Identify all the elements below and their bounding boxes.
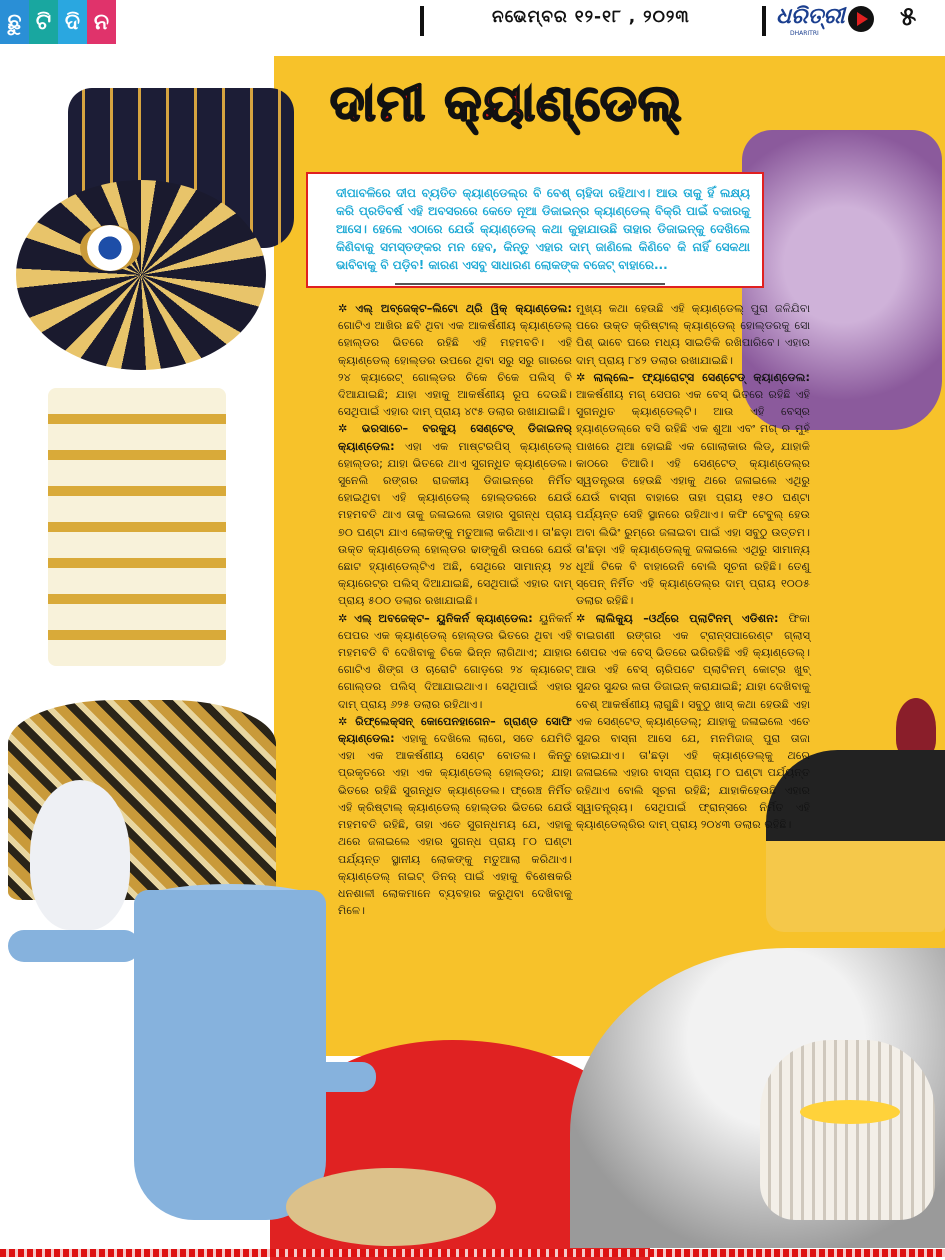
blue-spout-image — [318, 1062, 376, 1092]
intro-text: ଦୀପାବଳିରେ ଦୀପ ବ୍ୟତିତ କ୍ୟାଣ୍ଡେଲ୍‌ର ବି ବେଶ୍ ଚାହିଦା ରହିଥାଏ। ଆଉ ତାକୁ ହିଁ ଲକ୍ଷ୍ୟ କରି ପ୍ରତିବର୍ଷ ଏହି ଅବସରରେ କେତେ ନୂଆ ଡିଜାଇନ୍‌ର କ୍ୟାଣ୍ଡେଲ୍ ବିକ୍ରି ପାଇଁ ବଜାରକୁ ଆସେ। ହେଲେ ଏଠାରେ ଯେଉଁ କ୍ୟାଣ୍ଡେଲ୍ କଥା କୁହାଯାଉଛି ତାହାର ଡିଜାଇନ୍‌କୁ ଦେଖିଲେ କିଣିବାକୁ ସମସ୍ତଙ୍କର ମନ ହେବ, କିନ୍ତୁ ଏହାର ଦାମ୍ ଜାଣିଲେ କିଣିବେ କି ନାହିଁ ସେକଥା ଭାବିବାକୁ ବି ପଡ଼ିବ! କାରଣ ଏସବୁ ସାଧାରଣ ଲୋକଙ୍କ ବଜେଟ୍ ବାହାରେ... — [336, 186, 750, 272]
paragraph-body: ଗୋଟିଏ ଆଖିର ଛବି ଥିବା ଏକ ଆକର୍ଷଣୀୟ କ୍ୟାଣ୍ଡେଲ୍ ହୋଲ୍ଡର ଭିତରେ ରହିଛି ଏହି ମହମବତି। ଏହି କ୍ୟାଣ୍ଡେଲ୍ ହୋଲ୍ଡର ଉପରେ ଥିବା ସରୁ ସରୁ ଗାରରେ ୨୪ କ୍ୟାରେଟ୍ ଗୋଲ୍ଡର ଚିକେ ଚିକେ ପଲିସ୍ ବି ଦିଆଯାଇଛି; ଯାହା ଏହାକୁ ଆକର୍ଷଣୀୟ ରୂପ ଦେଉଛି। ସେଥିପାଇଁ ଏହାର ଦାମ୍ ପ୍ରାୟ ୪୯୫ ଡଲାର ରଖାଯାଇଛି। — [338, 319, 572, 419]
article-paragraph — [338, 300, 572, 420]
paragraph-body: ଏହା ଏକ ମାଷ୍ଟରପିସ୍ କ୍ୟାଣ୍ଡେଲ୍ ହୋଲ୍ଡର; ଯାହା ଭିତରେ ଥାଏ ସୁଗନ୍ଧିତ କ୍ୟାଣ୍ଡେଲ। ସୁନେଲି ରଙ୍ଗର ରାଜକୀୟ ଡିଜାଇନ୍‌ରେ ନିର୍ମିତ ହୋଇଥିବା ଏହି କ୍ୟାଣ୍ଡେଲ୍ ହୋଲ୍ଡରରେ ଯେଉଁ ମହମବତି ଥାଏ ତାକୁ ଜଳାଇଲେ ତାହାର ସୁଗନ୍ଧ ପ୍ରାୟ ୭୦ ଘଣ୍ଟା ଯାଏ ଲୋକଙ୍କୁ ମତୁଆଲା କରିଥାଏ। ତା'ଛଡ଼ା ଉକ୍ତ କ୍ୟାଣ୍ଡେଲ୍ ହୋଲ୍ଡର ଢାଙ୍କୁଣି ଉପରେ ଯେଉଁ ଛୋଟ ହ୍ୟାଣ୍ଡେଲ୍‌ଟିଏ ଅଛି, ସେଥିରେ ସାମାନ୍ୟ ୨୪ କ୍ୟାରେଟ୍‌ର ପଲିସ୍ ଦିଆଯାଇଛି, ସେଥିପାଇଁ ଏହାର ଦାମ୍ ପ୍ରାୟ ୫୦୦ ଡଲାର ରଖାଯାଇଛି। — [338, 439, 572, 608]
paragraph-heading: ✲ ରିଫ୍ଲେକ୍ସନ୍ କୋପେନହାଗେନ– ଗ୍ରାଣ୍ଡ ସୋଫି କ୍ୟାଣ୍ଡେଲ: — [338, 714, 572, 746]
paragraph-body: ମୁଖ୍ୟ କଥା ହେଉଛି ଏହି କ୍ୟାଣ୍ଡେଲ୍ ପୁରା ଜଳିଯିବା ପରେ ଉକ୍ତ କ୍ରିଷ୍ଟାଲ୍ କ୍ୟାଣ୍ଡେଲ୍ ହୋଲ୍ଡରକୁ ସୋ ପିଶ୍ ଭାବେ ଘରେ ମଧ୍ୟ ସାଇତିକି ରଖିପାରିବେ। ଏହାର ଦାମ୍ ପ୍ରାୟ ୮୪୨ ଡଲାର ରଖାଯାଇଛି। — [576, 302, 810, 367]
coral-candle-image — [760, 1040, 935, 1220]
versace-candle-image — [48, 388, 226, 666]
intro-box — [306, 172, 764, 288]
header-divider — [762, 6, 766, 36]
page-number: ୫ — [900, 2, 917, 32]
newspaper-logo: ଧରିତ୍ରୀ — [776, 4, 845, 29]
intro-divider — [395, 283, 665, 285]
section-title-letter: ନ — [87, 0, 116, 44]
article-column-2 — [576, 300, 810, 833]
article-column-1 — [338, 300, 572, 919]
issue-date: ନଭେମ୍ବର ୧୨-୧୮ , ୨୦୨୩ — [492, 7, 690, 27]
section-title-letter: ଦି — [58, 0, 87, 44]
newspaper-logo-sub: DHARITRI — [790, 30, 819, 37]
article-paragraph — [338, 610, 572, 713]
masthead — [0, 0, 945, 52]
paragraph-heading: ✲ ଏଲ୍ ଅବ୍‌ଜେକ୍ଟ–ଲିଟୋ ଥ୍ରି ୱିକ୍ କ୍ୟାଣ୍ଡେଲ: — [338, 302, 572, 315]
section-title — [0, 0, 116, 44]
paragraph-body: ୟୁନିକର୍ନ ପେପର ଏକ କ୍ୟାଣ୍ଡେଲ୍ ହୋଲ୍ଡର ଭିତରେ ଥିବା ଏହି ମହମବତି ବି ଦେଖିବାକୁ ଚିକେ ଭିନ୍ନ ଲାଗିଥାଏ; ଯାହାର ଗୋଟିଏ ଶିଙ୍ଗ ଓ ଚାରୋଟି ଗୋଡ଼ରେ ୨୪ କ୍ୟାରେଟ୍ ଗୋଲ୍ଡର ପଲିସ୍ ଦିଆଯାଇଥାଏ। ସେଥିପାଇଁ ଏହାର ଦାମ୍ ପ୍ରାୟ ୬୨୫ ଡଲାର ରହିଥାଏ। — [338, 611, 573, 711]
paragraph-heading: ✲ ଲାଲିକ୍ୟୁ –ଓର୍ଥ୍ରେ ପ୍ଲାଟିନମ୍ ଏଡିଶନ: — [576, 611, 779, 625]
wooden-lid-image — [286, 1168, 496, 1246]
blue-mug-candle-image — [134, 890, 326, 1220]
paragraph-body: ଫିକା ବାଇଗଣୀ ରଙ୍ଗର ଏକ ଟ୍ରାନ୍ସପାରେଣ୍ଟ ଗ୍ଲାସ୍ ଶେପର ଏକ ବେସ୍ ଭିତରେ ଭରିରହିଛି ଏହି କ୍ୟାଣ୍ଡେଲ୍। ଆଉ ଏହି ବେସ୍ ଚାରିପଟେ ପ୍ଲାଟିନମ୍ କୋଟ୍‌ର ଖୁବ୍ ସୁନ୍ଦର ସୁନ୍ଦର ଲତା ଡିଜାଇନ୍ କରାଯାଇଛି; ଯାହା ଦେଖିବାକୁ ବେଶ୍ ଆକର୍ଷଣୀୟ ଲାଗୁଛି। ସବୁଠୁ ଖାସ୍ କଥା ହେଉଛି ଏହା ଏକ ସେଣ୍ଟେଡ୍ କ୍ୟାଣ୍ଡେଲ୍; ଯାହାକୁ ଜଳାଇଲେ ଏତେ ସୁନ୍ଦର ବାସ୍ନା ଆସେ ଯେ, ମନମିଜାଜ୍ ପୁରା ତାଜା ହୋଇଯାଏ। ତା'ଛଡ଼ା ଏହି କ୍ୟାଣ୍ଡେଲ୍‌କୁ ଥରେ ଜଳାଇଲେ ଏହାର ବାସ୍ନା ପ୍ରାୟ ୮୦ ଘଣ୍ଟା ପର୍ଯ୍ୟନ୍ତ ରହିଥାଏ ବୋଲି ସୂଚନା ରହିଛି; ଯାହାକିହେଉଛି ଏହାର ସ୍ୱାତନ୍ତ୍ର୍ୟ। ସେଥିପାଇଁ ଫ୍ରାନ୍ସରେ ନିର୍ମିତ ଏହି କ୍ୟାଣ୍ଡେଲ୍‌ରିର ଦାମ୍ ପ୍ରାୟ ୨୦୪୩ ଡଲାର ରହିଛି। — [576, 611, 810, 832]
article-paragraph — [338, 420, 572, 609]
paragraph-heading: ✲ ଏଲ୍ ଅବଜେକ୍ଟ– ୟୁନିକର୍ନ କ୍ୟାଣ୍ଡେଲ: — [338, 611, 533, 625]
article-paragraph — [338, 713, 572, 919]
article-paragraph — [576, 300, 810, 369]
parrot-figurine-image — [30, 780, 130, 930]
paragraph-body: ଏହାକୁ ଦେଖିଲେ ଲାଗେ, ସତେ ଯେମିତି ଏହା ଏକ ଆକର୍ଷଣୀୟ ସେଣ୍ଟ ବୋତଲ। କିନ୍ତୁ ପ୍ରକୃତରେ ଏହା ଏକ କ୍ୟାଣ୍ଡେଲ୍ ହୋଲ୍ଡର; ଯାହା ଭିତରେ ରହିଛି ସୁଗନ୍ଧିତ କ୍ୟାଣ୍ଡେଲ। ଫ୍ରେଞ୍ଚ ନିର୍ମିତ ଏହି କ୍ରିଷ୍ଟାଲ୍ କ୍ୟାଣ୍ଡେଲ୍ ହୋଲ୍ଡର ଭିତରେ ଯେଉଁ ମହମବତି ରହିଛି, ତାହା ଏତେ ସୁଗନ୍ଧମୟ ଯେ, ଏହାକୁ ଥରେ ଜଳାଇଲେ ଏହାର ସୁଗନ୍ଧ ପ୍ରାୟ ୮୦ ଘଣ୍ଟା ପର୍ଯ୍ୟନ୍ତ ସ୍ଥାନୀୟ ଲୋକଙ୍କୁ ମତୁଆଲା କରିଥାଏ। କ୍ୟାଣ୍ଡେଲ୍ ନାଇଟ୍ ଡିନର୍ ପାଇଁ ଏହାକୁ ବିଶେଷକରି ଧନଶାଳୀ ଲୋକମାନେ ବ୍ୟବହାର କରୁଥିବା ଦେଖିବାକୁ ମିଳେ। — [338, 732, 572, 918]
paragraph-body: ଆକର୍ଷଣୀୟ ମଗ୍ ସେପର ଏକ ବେସ୍ ଭିତରେ ରହିଛି ଏହି ସୁଗନ୍ଧିତ କ୍ୟାଣ୍ଡେଲ୍‌ଟି। ଆଉ ଏହି ବେସ୍‌ର ହ୍ୟାଣ୍ଡେଲ୍‌ରେ ବସି ରହିଛି ଏକ ଶୁଆ ଏବଂ ମଗ୍ ର ମୁହଁ ପାଖରେ ଥିଆ ହୋଇଛି ଏକ ଗୋଲାକାର ଲିଡ୍, ଯାହାକି କାଠରେ ତିଆରି। ଏହି ସେଣ୍ଟେଡ୍ କ୍ୟାଣ୍ଡେଲ୍‌ର ସ୍ୱତନ୍ତ୍ରତା ହେଉଛି ଏହାକୁ ଥରେ ଜଳାଇଲେ ଏଥିରୁ ଯେଉଁ ବାସ୍ନା ବାହାରେ ତାହା ପ୍ରାୟ ୧୫୦ ଘଣ୍ଟା ପର୍ଯ୍ୟନ୍ତ ସେହି ସ୍ଥାନରେ ରହିଥାଏ। କଫି ଟେବୁଲ୍ ହେଉ ଅବା ଲିଭିଂ ରୁମ୍‌ରେ ଜଳାଇବା ପାଇଁ ଏହା ସବୁଠୁ ଉତ୍ତମ। ତା'ଛଡ଼ା ଏହି କ୍ୟାଣ୍ଡେଲ୍‌କୁ ଜଳାଇଲେ ଏଥିରୁ ସାମାନ୍ୟ ଧୂଆଁ ଟିକେ ବି ବାହାରେନି ବୋଲି ସୂଚନା ରହିଛି। ତେଣୁ ସ୍ପେନ୍ ନିର୍ମିତ ଏହି କ୍ୟାଣ୍ଡେଲ୍‌ର ଦାମ୍ ପ୍ରାୟ ୧୦୦୫ ଡଲାର ରହିଛି। — [576, 388, 810, 608]
section-title-letter: ଟି — [29, 0, 58, 44]
striped-lid-image — [16, 180, 266, 370]
play-icon — [848, 6, 874, 32]
crystal-stopper-image — [896, 698, 936, 758]
paragraph-heading: ✲ ଲାଲ୍ଲେ– ଫ୍ୟାରୋଟ୍ସ ସେଣ୍ଟେଡ୍ କ୍ୟାଣ୍ଡେଲ: — [576, 370, 810, 384]
article-paragraph — [576, 369, 810, 610]
bottom-border — [0, 1249, 945, 1257]
section-title-letter: ଛୁ — [0, 0, 29, 44]
eye-icon — [80, 225, 140, 271]
paragraph-heading: ✲ ଭରସାଚେ– ବରକ୍ୟୁ ସେଣ୍ଟେଡ୍ ଡିଜାଇନର୍ କ୍ୟାଣ୍ଡେଲ: — [338, 422, 572, 453]
article-title: ଦାମୀ କ୍ୟାଣ୍ଡେଲ୍ — [330, 74, 683, 132]
article-paragraph — [576, 610, 810, 834]
header-divider — [420, 6, 424, 36]
blue-handle-image — [8, 930, 140, 962]
candle-glow-icon — [800, 1100, 900, 1124]
